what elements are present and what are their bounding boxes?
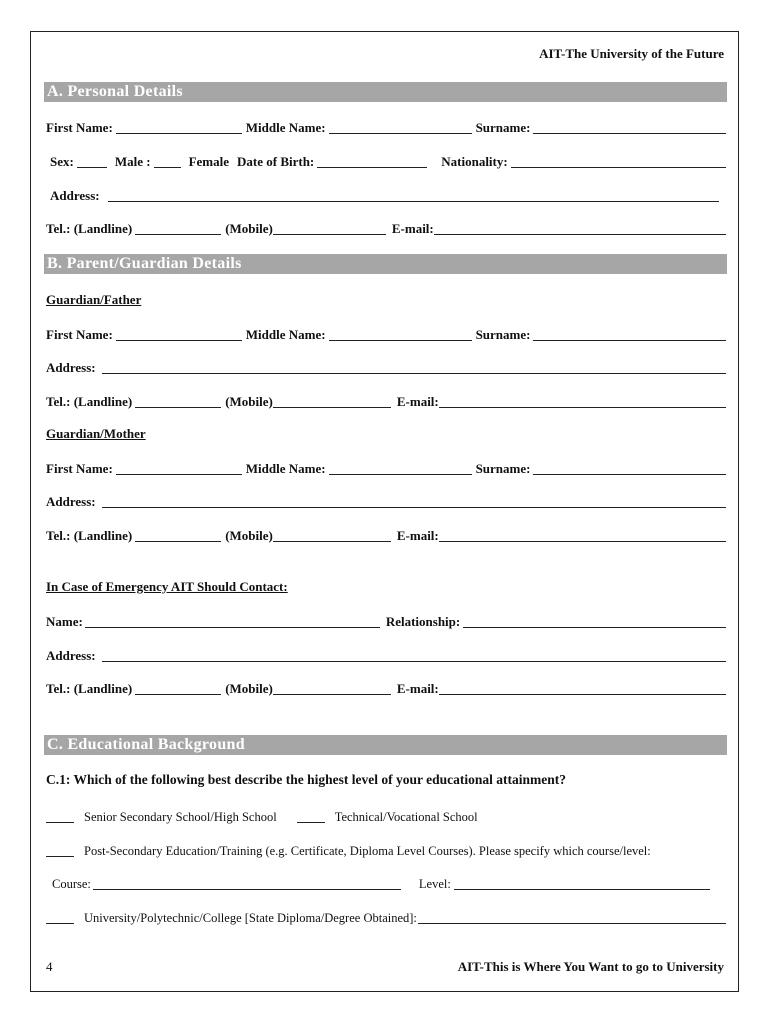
father-middle-name-field[interactable] <box>329 328 472 341</box>
father-email-label: E-mail: <box>396 394 439 409</box>
emergency-landline-field[interactable] <box>135 682 221 695</box>
emergency-address-label: Address: <box>46 648 96 663</box>
emergency-landline-label: Tel.: (Landline) <box>46 681 133 696</box>
father-mobile-field[interactable] <box>273 395 391 408</box>
first-name-field[interactable] <box>116 121 242 134</box>
personal-address-row <box>50 186 719 204</box>
university-checkbox[interactable] <box>46 911 74 924</box>
mother-landline-field[interactable] <box>135 529 221 542</box>
technical-label: Technical/Vocational School <box>334 810 478 824</box>
page-number: 4 <box>46 959 53 974</box>
dob-field[interactable] <box>317 155 427 168</box>
mobile-field[interactable] <box>273 222 386 235</box>
option-row-2 <box>46 841 726 859</box>
male-field[interactable] <box>154 155 181 168</box>
emergency-address-field[interactable] <box>102 649 726 662</box>
mother-address-row <box>46 492 726 510</box>
section-c-title: C. Educational Background <box>44 735 727 755</box>
level-field[interactable] <box>454 877 710 890</box>
mother-address-field[interactable] <box>102 495 726 508</box>
address-label: Address: <box>50 188 100 203</box>
mother-email-field[interactable] <box>439 529 726 542</box>
father-surname-field[interactable] <box>533 328 726 341</box>
emergency-name-field[interactable] <box>85 615 380 628</box>
mother-surname-label: Surname: <box>475 461 531 476</box>
personal-name-row <box>46 118 726 136</box>
mother-middle-name-field[interactable] <box>329 462 472 475</box>
father-address-field[interactable] <box>102 361 726 374</box>
emergency-name-label: Name: <box>46 614 83 629</box>
middle-name-field[interactable] <box>329 121 472 134</box>
mother-middle-name-label: Middle Name: <box>245 461 326 476</box>
course-field[interactable] <box>93 877 401 890</box>
landline-field[interactable] <box>135 222 221 235</box>
technical-checkbox[interactable] <box>297 810 325 823</box>
mother-address-label: Address: <box>46 494 96 509</box>
mother-first-name-field[interactable] <box>116 462 242 475</box>
female-label: Female <box>188 154 229 169</box>
nationality-label: Nationality: <box>441 154 508 169</box>
emergency-mobile-label: (Mobile) <box>225 681 273 696</box>
mother-email-label: E-mail: <box>396 528 439 543</box>
course-level-row <box>52 874 710 892</box>
middle-name-label: Middle Name: <box>245 120 326 135</box>
surname-label: Surname: <box>475 120 531 135</box>
father-name-row <box>46 325 726 343</box>
course-label: Course: <box>52 877 91 891</box>
landline-label: Tel.: (Landline) <box>46 221 133 236</box>
guardian-father-heading: Guardian/Father <box>46 292 142 307</box>
mother-mobile-field[interactable] <box>273 529 391 542</box>
mother-tel-row <box>46 526 726 544</box>
level-label: Level: <box>418 877 451 891</box>
father-surname-label: Surname: <box>475 327 531 342</box>
father-mobile-label: (Mobile) <box>225 394 273 409</box>
dob-label: Date of Birth: <box>237 154 315 169</box>
section-b-title: B. Parent/Guardian Details <box>44 254 727 274</box>
father-address-label: Address: <box>46 360 96 375</box>
surname-field[interactable] <box>533 121 726 134</box>
page-header: AIT-The University of the Future <box>539 46 724 61</box>
personal-sex-row <box>50 152 726 170</box>
guardian-mother-heading: Guardian/Mother <box>46 426 146 441</box>
senior-secondary-label: Senior Secondary School/High School <box>84 810 277 824</box>
mother-surname-field[interactable] <box>533 462 726 475</box>
mother-name-row <box>46 459 726 477</box>
mother-mobile-label: (Mobile) <box>225 528 273 543</box>
father-address-row <box>46 358 726 376</box>
post-secondary-label: Post-Secondary Education/Training (e.g. Certificate, Diploma Level Courses). Please specify which course/level: <box>84 844 651 858</box>
emergency-address-row <box>46 646 726 664</box>
section-a-title: A. Personal Details <box>44 82 727 102</box>
address-field[interactable] <box>108 189 719 202</box>
email-field[interactable] <box>434 222 726 235</box>
relationship-field[interactable] <box>463 615 726 628</box>
emergency-tel-row <box>46 679 726 697</box>
sex-field[interactable] <box>77 155 107 168</box>
emergency-email-field[interactable] <box>439 682 726 695</box>
male-label: Male : <box>114 154 151 169</box>
father-first-name-label: First Name: <box>46 327 113 342</box>
father-tel-row <box>46 392 726 410</box>
nationality-field[interactable] <box>511 155 726 168</box>
emergency-email-label: E-mail: <box>396 681 439 696</box>
mother-landline-label: Tel.: (Landline) <box>46 528 133 543</box>
footer-tagline: AIT-This is Where You Want to go to University <box>457 959 724 974</box>
mother-first-name-label: First Name: <box>46 461 113 476</box>
emergency-mobile-field[interactable] <box>273 682 391 695</box>
senior-secondary-checkbox[interactable] <box>46 810 74 823</box>
post-secondary-checkbox[interactable] <box>46 844 74 857</box>
option-row-1 <box>46 807 726 825</box>
email-label: E-mail: <box>391 221 434 236</box>
mobile-label: (Mobile) <box>225 221 273 236</box>
sex-label: Sex: <box>50 154 74 169</box>
father-landline-field[interactable] <box>135 395 221 408</box>
personal-tel-row <box>46 219 726 237</box>
father-landline-label: Tel.: (Landline) <box>46 394 133 409</box>
form-page <box>30 31 739 992</box>
university-label: University/Polytechnic/College [State Diploma/Degree Obtained]: <box>84 911 417 925</box>
relationship-label: Relationship: <box>385 614 461 629</box>
emergency-heading: In Case of Emergency AIT Should Contact: <box>46 579 288 594</box>
university-field[interactable] <box>418 911 726 924</box>
question-c1: C.1: Which of the following best describe the highest level of your educational attainment? <box>46 772 566 787</box>
father-email-field[interactable] <box>439 395 726 408</box>
father-middle-name-label: Middle Name: <box>245 327 326 342</box>
emergency-name-row <box>46 612 726 630</box>
father-first-name-field[interactable] <box>116 328 242 341</box>
option-row-3 <box>46 908 726 926</box>
first-name-label: First Name: <box>46 120 113 135</box>
